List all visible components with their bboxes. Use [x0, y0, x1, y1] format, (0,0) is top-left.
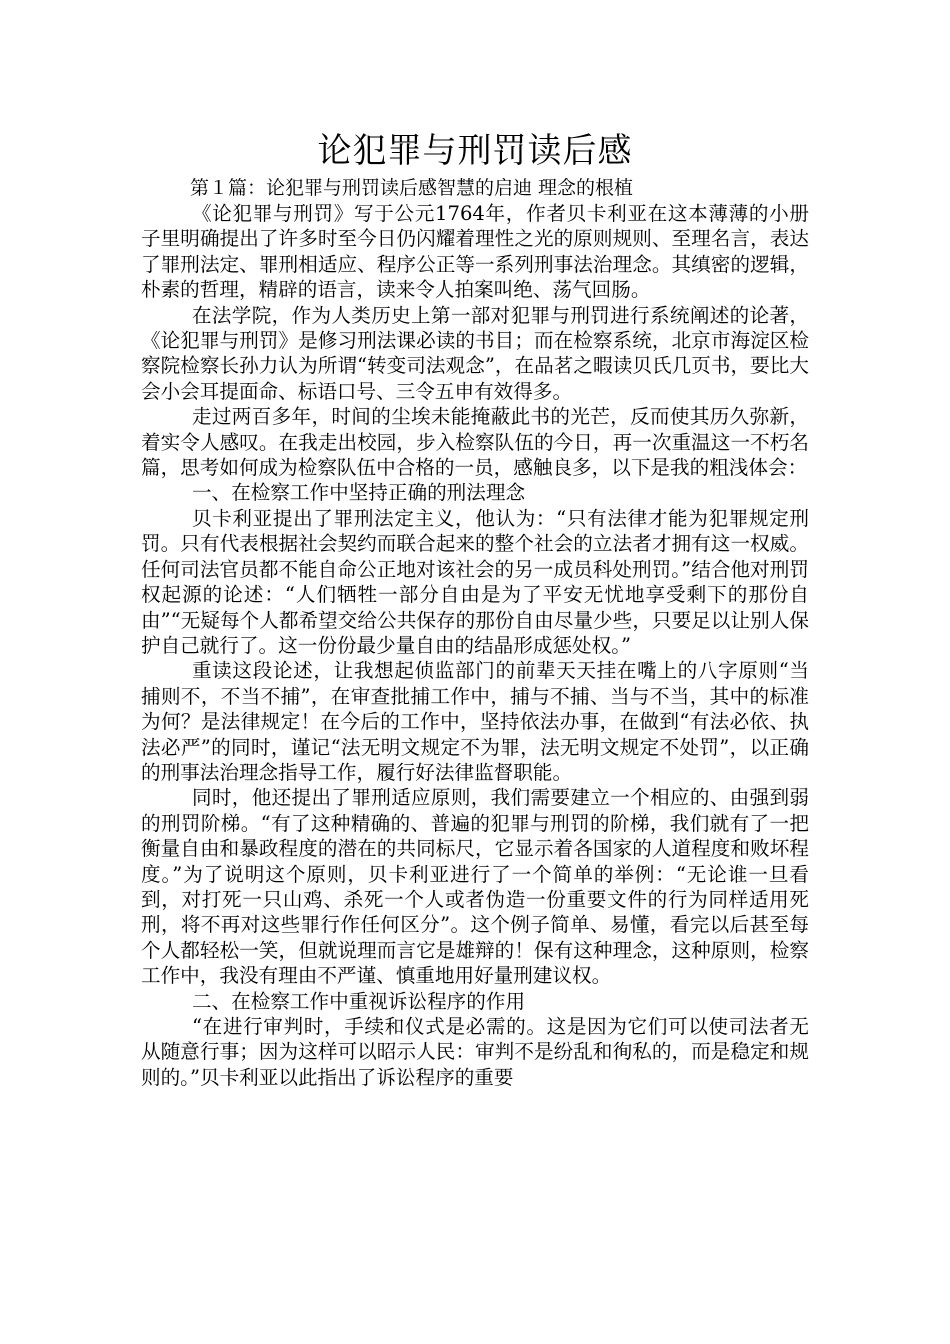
document-body: [141, 201, 809, 1090]
body-paragraph: 在法学院，作为人类历史上第一部对犯罪与刑罚进行系统阐述的论著，《论犯罪与刑罚》是修习刑法课必读的书目；而在检察系统，北京市海淀区检察院检察长孙力认为所谓“转变司法观念”，在品茗之暇读贝氏几页书，要比大会小会耳提面命、标语口号、三令五申有效得多。: [141, 303, 809, 403]
body-paragraph: 《论犯罪与刑罚》写于公元1764年，作者贝卡利亚在这本薄薄的小册子里明确提出了许多时至今日仍闪耀着理性之光的原则规则、至理名言，表达了罪刑法定、罪刑相适应、程序公正等一系列刑事法治理念。其缜密的逻辑，朴素的哲理，精辟的语言，读来令人拍案叫绝、荡气回肠。: [141, 202, 809, 302]
document-page: [141, 128, 809, 1090]
body-paragraph: 贝卡利亚提出了罪刑法定主义，他认为：“只有法律才能为犯罪规定刑罚。只有代表根据社会契约而联合起来的整个社会的立法者才拥有这一权威。任何司法官员都不能自命公正地对该社会的另一成员科处刑罚。”结合他对刑罚权起源的论述：“人们牺牲一部分自由是为了平安无忧地享受剩下的那份自由”“无疑每个人都希望交给公共保存的那份自由尽量少些，只要足以让别人保护自己就行了。这一份份最少量自由的结晶形成惩处权。”: [141, 506, 809, 657]
section-heading: 二、在检察工作中重视诉讼程序的作用: [191, 989, 526, 1013]
body-paragraph: 重读这段论述，让我想起侦监部门的前辈天天挂在嘴上的八字原则“当捕则不，不当不捕”，在审查批捕工作中，捕与不捕、当与不当，其中的标准为何？是法律规定！在今后的工作中，坚持依法办事，在做到“有法必依、执法必严”的同时，谨记“法无明文规定不为罪，法无明文规定不处罚”，以正确的刑事法治理念指导工作，履行好法律监督职能。: [141, 659, 809, 784]
section-heading: 一、在检察工作中坚持正确的刑法理念: [191, 481, 526, 505]
body-paragraph: 走过两百多年，时间的尘埃未能掩蔽此书的光芒，反而使其历久弥新，着实令人感叹。在我走出校园，步入检察队伍的今日，再一次重温这一不朽名篇，思考如何成为检察队伍中合格的一员，感触良多，以下是我的粗浅体会：: [141, 405, 809, 480]
document-subtitle: 第１篇：论犯罪与刑罚读后感智慧的启迪 理念的根植: [190, 177, 634, 199]
body-paragraph: “在进行审判时，手续和仪式是必需的。这是因为它们可以使司法者无从随意行事；因为这样可以昭示人民：审判不是纷乱和徇私的，而是稳定和规则的。”贝卡利亚以此指出了诉讼程序的重要: [141, 1015, 809, 1089]
document-title: 论犯罪与刑罚读后感: [317, 131, 633, 171]
body-paragraph: 同时，他还提出了罪刑适应原则，我们需要建立一个相应的、由强到弱的刑罚阶梯。“有了这种精确的、普遍的犯罪与刑罚的阶梯，我们就有了一把衡量自由和暴政程度的潜在的共同标尺，它显示着各国家的人道程度和败坏程度。”为了说明这个原则，贝卡利亚进行了一个简单的举例：“无论谁一旦看到，对打死一只山鸡、杀死一个人或者伪造一份重要文件的行为同样适用死刑，将不再对这些罪行作任何区分”。这个例子简单、易懂，看完以后甚至每个人都轻松一笑，但就说理而言它是雄辩的！保有这种理念，这种原则，检察工作中，我没有理由不严谨、慎重地用好量刑建议权。: [141, 786, 809, 988]
